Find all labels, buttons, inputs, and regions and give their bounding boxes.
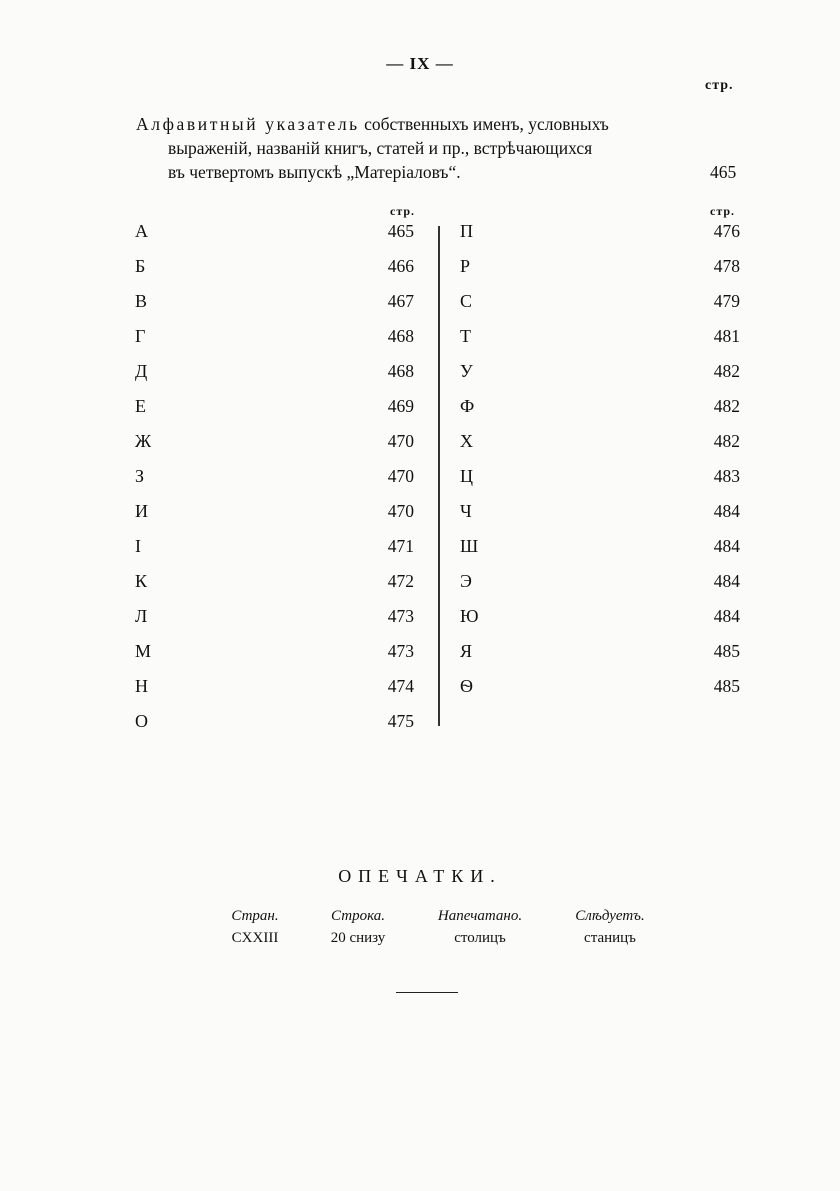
errata-value-cell: 20 снизу — [330, 930, 386, 946]
errata-value-cell: станицъ — [584, 930, 636, 946]
index-letter: М — [135, 641, 152, 661]
index-letter: Э — [460, 571, 472, 591]
entry-page-number: 465 — [710, 162, 737, 182]
bottom-rule — [396, 992, 458, 993]
entry-line-1 — [136, 111, 609, 137]
index-letter: И — [135, 501, 148, 521]
index-letter: О — [135, 711, 148, 731]
index-page-number: 465 — [387, 221, 414, 241]
page-column-label: стр. — [705, 78, 734, 93]
index-page-number: 479 — [713, 291, 740, 311]
index-letter: Ю — [460, 606, 479, 626]
index-page-number: 482 — [713, 396, 740, 416]
index-page-number: 474 — [387, 676, 414, 696]
index-letter: Х — [460, 431, 473, 451]
index-page-number: 476 — [713, 221, 740, 241]
column-divider — [438, 226, 440, 726]
errata-value-cell: столицъ — [454, 930, 506, 946]
index-page-number: 470 — [387, 501, 414, 521]
errata-header-cell: Стран. — [231, 908, 279, 924]
index-page-number: 482 — [713, 361, 740, 381]
page-numeral: — IX — — [386, 54, 454, 73]
index-letter: Б — [135, 256, 146, 276]
index-letter: А — [135, 221, 148, 241]
index-page-number: 478 — [713, 256, 740, 276]
errata-header-cell: Строка. — [331, 908, 385, 924]
index-page-number: 470 — [387, 431, 414, 451]
index-letter: Ф — [460, 396, 475, 416]
index-letter: К — [135, 571, 148, 591]
index-letter: З — [135, 466, 145, 486]
index-page-number: 468 — [387, 326, 414, 346]
index-letter: Р — [460, 256, 471, 276]
index-page-number: 473 — [387, 641, 414, 661]
index-letter: С — [460, 291, 473, 311]
index-letter: Я — [460, 641, 473, 661]
index-letter: Ч — [460, 501, 472, 521]
index-page-number: 483 — [713, 466, 740, 486]
errata-header-cell: Напечатано. — [437, 908, 523, 924]
entry-line-2: выраженій, названій книгъ, статей и пр., встрѣчающихся — [168, 138, 593, 158]
index-page-number: 468 — [387, 361, 414, 381]
errata-header-cell: Слѣдуетъ. — [575, 908, 645, 924]
index-page-number: 484 — [713, 606, 740, 626]
errata-title: ОПЕЧАТКИ. — [338, 866, 502, 886]
index-letter: Е — [135, 396, 146, 416]
index-letter: П — [460, 221, 473, 241]
index-letter: Ш — [460, 536, 479, 556]
entry-line-3: въ четвертомъ выпускѣ „Матеріаловъ“. — [168, 162, 461, 182]
index-page-number: 472 — [387, 571, 414, 591]
index-letter: Н — [135, 676, 148, 696]
index-page-number: 484 — [713, 571, 740, 591]
index-page-number: 473 — [387, 606, 414, 626]
index-page-number: 485 — [713, 676, 740, 696]
index-page-number: 467 — [387, 291, 414, 311]
index-page-number: 466 — [387, 256, 414, 276]
index-letter: Д — [135, 361, 148, 381]
index-page-number: 485 — [713, 641, 740, 661]
index-letter: Ц — [460, 466, 473, 486]
errata-value-cell: CXXIII — [231, 930, 279, 946]
entry-title-rest: собственныхъ именъ, условныхъ — [359, 114, 609, 134]
entry-title-spaced: Алфавитный указатель — [136, 114, 360, 134]
index-page-number: 475 — [387, 711, 414, 731]
index-letter: I — [135, 536, 141, 556]
index-letter: Г — [135, 326, 146, 346]
index-page-number: 484 — [713, 536, 740, 556]
index-page-number: 482 — [713, 431, 740, 451]
index-page-number: 484 — [713, 501, 740, 521]
index-letter: У — [460, 361, 473, 381]
index-letter: Т — [460, 326, 471, 346]
index-page-number: 470 — [387, 466, 414, 486]
index-letter: Л — [135, 606, 148, 626]
index-letter: В — [135, 291, 148, 311]
index-letter: Ѳ — [460, 676, 473, 696]
index-page-number: 471 — [387, 536, 414, 556]
right-column-page-label: стр. — [710, 204, 736, 218]
index-page-number: 481 — [713, 326, 740, 346]
index-letter: Ж — [135, 431, 152, 451]
left-column-page-label: стр. — [390, 204, 416, 218]
index-page-number: 469 — [387, 396, 414, 416]
